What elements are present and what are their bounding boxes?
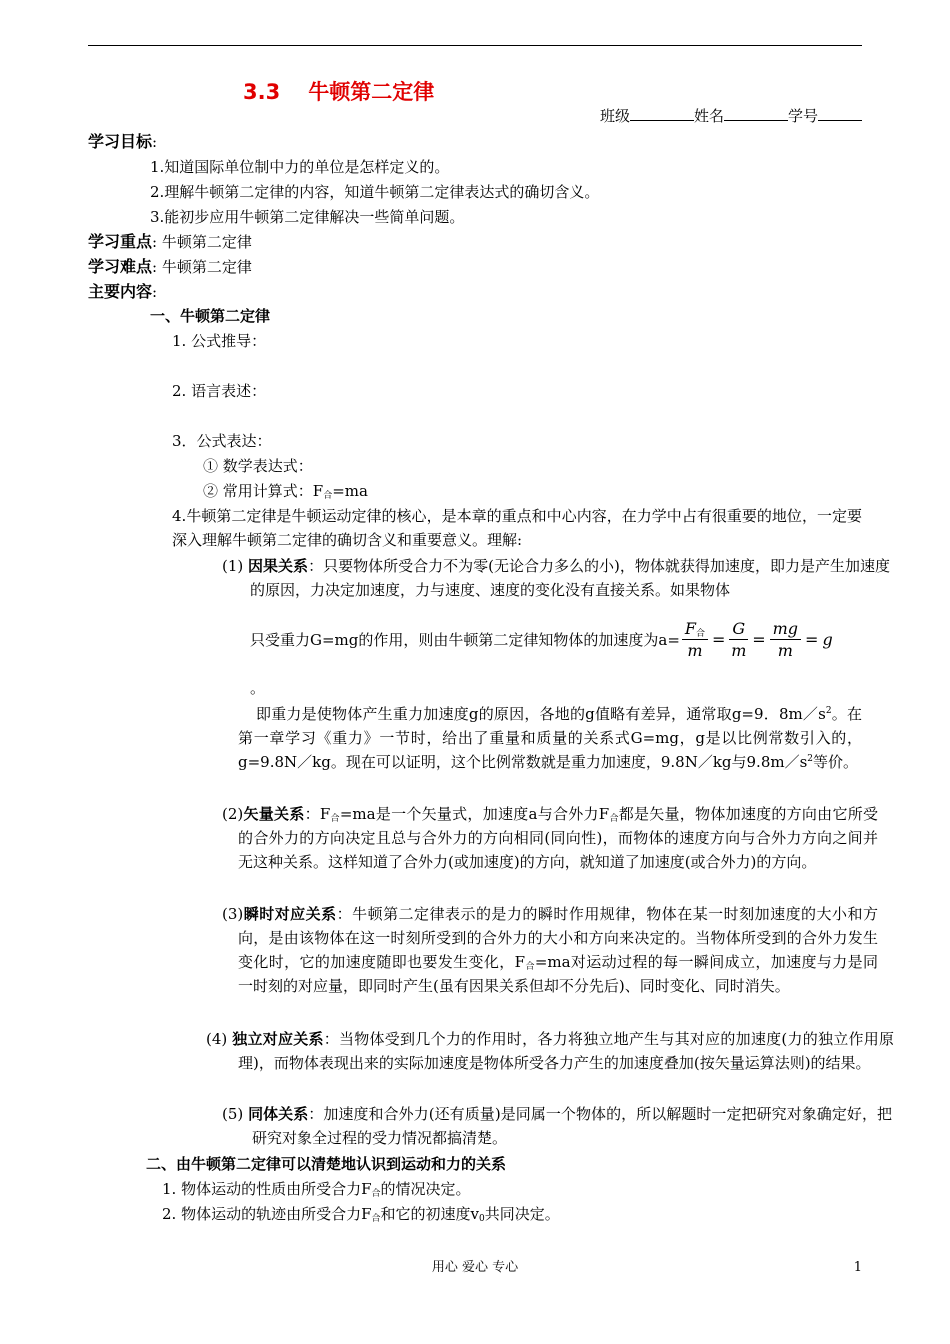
class-blank[interactable]: [630, 106, 694, 121]
footer-motto: 用心 爱心 专心: [431, 1260, 519, 1275]
formula-period: 。: [250, 679, 266, 697]
same-body-relation-para: (5) 同体关系：加速度和合外力(还有质量)是同属一个物体的，所以解题时一定把研究对象确定好，把研究对象全过程的受力情况都搞清楚。: [222, 1105, 892, 1147]
vector-relation-label: 矢量关系: [243, 805, 305, 823]
title-number: 3.3: [243, 80, 281, 104]
understanding-intro: 4.牛顿第二定律是牛顿运动定律的核心，是本章的重点和中心内容，在力学中占有很重要的地位，一定要深入理解牛顿第二定律的确切含义和重要意义。理解:: [172, 507, 862, 549]
instantaneous-relation-label: 瞬时对应关系: [243, 905, 337, 923]
fraction-g-over-m: $\frac{G}{m}$: [731, 618, 747, 660]
goal-item: 1.知道国际单位制中力的单位是怎样定义的。: [150, 158, 450, 176]
gravity-acceleration-formula: 只受重力G=mg的作用，则由牛顿第二定律知物体的加速度为a= $\frac{F_合}{m}$ = $\frac{G}{m}$ = $\frac{mg}{m}$ = g: [250, 618, 833, 660]
section2-item2: 2. 物体运动的轨迹由所受合力$F_合$和它的初速度$v_0$共同决定。: [162, 1205, 560, 1224]
independent-relation-label: 独立对应关系: [232, 1030, 324, 1048]
name-label: 姓名: [693, 107, 724, 125]
section1-title: 一、牛顿第二定律: [150, 307, 271, 325]
verbal-statement-item: 2. 语言表述：: [172, 382, 267, 400]
section2-title: 二、由牛顿第二定律可以清楚地认识到运动和力的关系: [146, 1155, 507, 1173]
main-content-heading: 主要内容:: [88, 282, 158, 301]
header-rule: [88, 45, 862, 46]
id-blank[interactable]: [818, 106, 862, 121]
vector-relation-para: (2)矢量关系：$F_合=ma$是一个矢量式，加速度a与合外力$F_合$都是矢量，物体加速度的方向由它所受的合外力的方向决定且总与合外力的方向相同(同向性)，而物体的速度方向与合外力方向之间并无这种关系。这样知道了合外力(或加速度)的方向，就知道了加速度(或合外力)的方向。: [222, 805, 878, 871]
gravity-explanation-para: 即重力是使物体产生重力加速度g的原因，各地的g值略有差异，通常取g=9．$8m/s^2$。在第一章学习《重力》一节时，给出了重量和质量的关系式G=mg，g是以比例常数引入的，g=9.8N／kg。现在可以证明，这个比例常数就是重力加速度，9.8N／kg与$9.8m/s^2$等价。: [238, 705, 862, 771]
goal-item: 2.理解牛顿第二定律的内容，知道牛顿第二定律表达式的确切含义。: [150, 183, 600, 201]
common-formula-line: ② 常用计算式：$F_合=ma$: [203, 482, 368, 501]
id-label: 学号: [787, 107, 818, 125]
title-text: 牛顿第二定律: [308, 80, 435, 104]
formula-expression-item: 3．公式表达：: [172, 432, 272, 450]
instantaneous-relation-para: (3)瞬时对应关系：牛顿第二定律表示的是力的瞬时作用规律，物体在某一时刻加速度的大小和方向，是由该物体在这一时刻所受到的合外力的大小和方向来决定的。当物体所受到的合外力发生变化时，它的加速度随即也要发生变化，$F_合=ma$对运动过程的每一瞬间成立，加速度与力是同一时刻的对应量，即同时产生(虽有因果关系但却不分先后)、同时变化、同时消失。: [222, 905, 878, 995]
goal-item: 3.能初步应用牛顿第二定律解决一些简单问题。: [150, 208, 465, 226]
page-number: 1: [853, 1260, 862, 1275]
difficulty-line: 学习难点: 牛顿第二定律: [88, 257, 252, 276]
student-info-line: [600, 104, 862, 128]
formula-derivation-item: 1. 公式推导：: [172, 332, 267, 350]
goals-heading: 学习目标:: [88, 132, 158, 151]
same-body-relation-label: 同体关系: [248, 1105, 309, 1123]
section2-item1: 1. 物体运动的性质由所受合力$F_合$的情况决定。: [162, 1180, 471, 1199]
fraction-mg-over-m: $\frac{mg}{m}$: [770, 619, 801, 662]
key-point-line: 学习重点: 牛顿第二定律: [88, 232, 252, 251]
causal-relation-label: 因果关系: [248, 557, 309, 575]
independent-relation-para: (4) 独立对应关系：当物体受到几个力的作用时，各力将独立地产生与其对应的加速度(力的独立作用原理)，而物体表现出来的实际加速度是物体所受各力产生的加速度叠加(按矢量运算法则)的结果。: [206, 1030, 894, 1072]
causal-relation-para: (1) 因果关系：只要物体所受合力不为零(无论合力多么的小)，物体就获得加速度，即力是产生加速度的原因，力决定加速度，力与速度、速度的变化没有直接关系。如果物体: [222, 557, 890, 599]
name-blank[interactable]: [724, 106, 788, 121]
class-label: 班级: [599, 107, 630, 125]
math-expression-line: ① 数学表达式：: [203, 457, 313, 475]
fraction-f-over-m: $\frac{F_合}{m}$: [682, 619, 708, 662]
page-title: [243, 78, 434, 106]
